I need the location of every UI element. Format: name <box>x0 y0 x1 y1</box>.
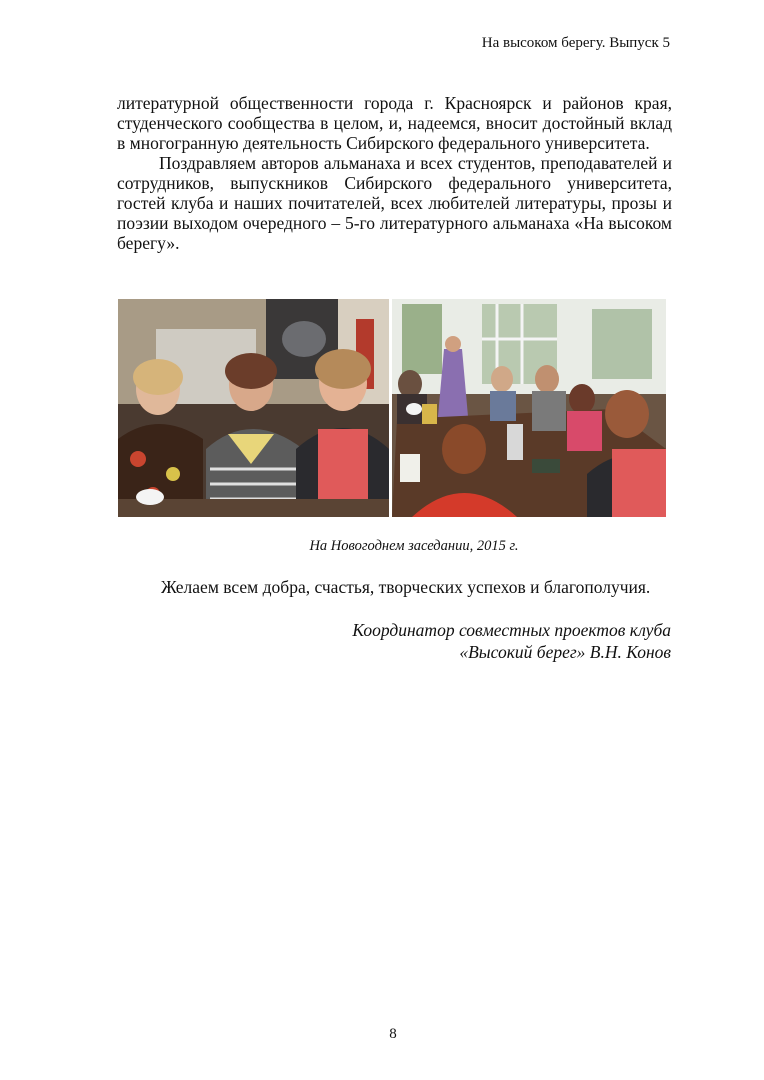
signature-line: «Высокий берег» В.Н. Конов <box>459 642 671 662</box>
closing-wish: Желаем всем добра, счастья, творческих успехов и благополучия. <box>161 577 651 597</box>
figure-caption: На Новогоднем заседании, 2015 г. <box>309 538 519 554</box>
paragraph: Поздравляем авторов альманаха и всех студентов, преподавателей и сотрудников, выпускников Сибирского федерального университета, гостей клуба и наших почитателей, всех любителей литературы, прозы и поэзии выходом очередного – 5-го литературного альманаха «На высоком берегу». <box>117 153 672 253</box>
page-number: 8 <box>389 1026 397 1042</box>
photo-group-table <box>392 299 666 517</box>
signature <box>352 619 671 663</box>
signature-line: Координатор совместных проектов клуба <box>352 620 671 640</box>
body-text <box>117 93 672 253</box>
paragraph: литературной общественности города г. Красноярск и районов края, студенческого сообщества в целом, и, надеемся, вносит достойный вклад в многогранную деятельность Сибирского федерального университета. <box>117 93 672 153</box>
running-header: На высоком берегу. Выпуск 5 <box>481 35 670 51</box>
photo-women-seated <box>118 299 389 517</box>
photo-figure <box>118 299 666 517</box>
